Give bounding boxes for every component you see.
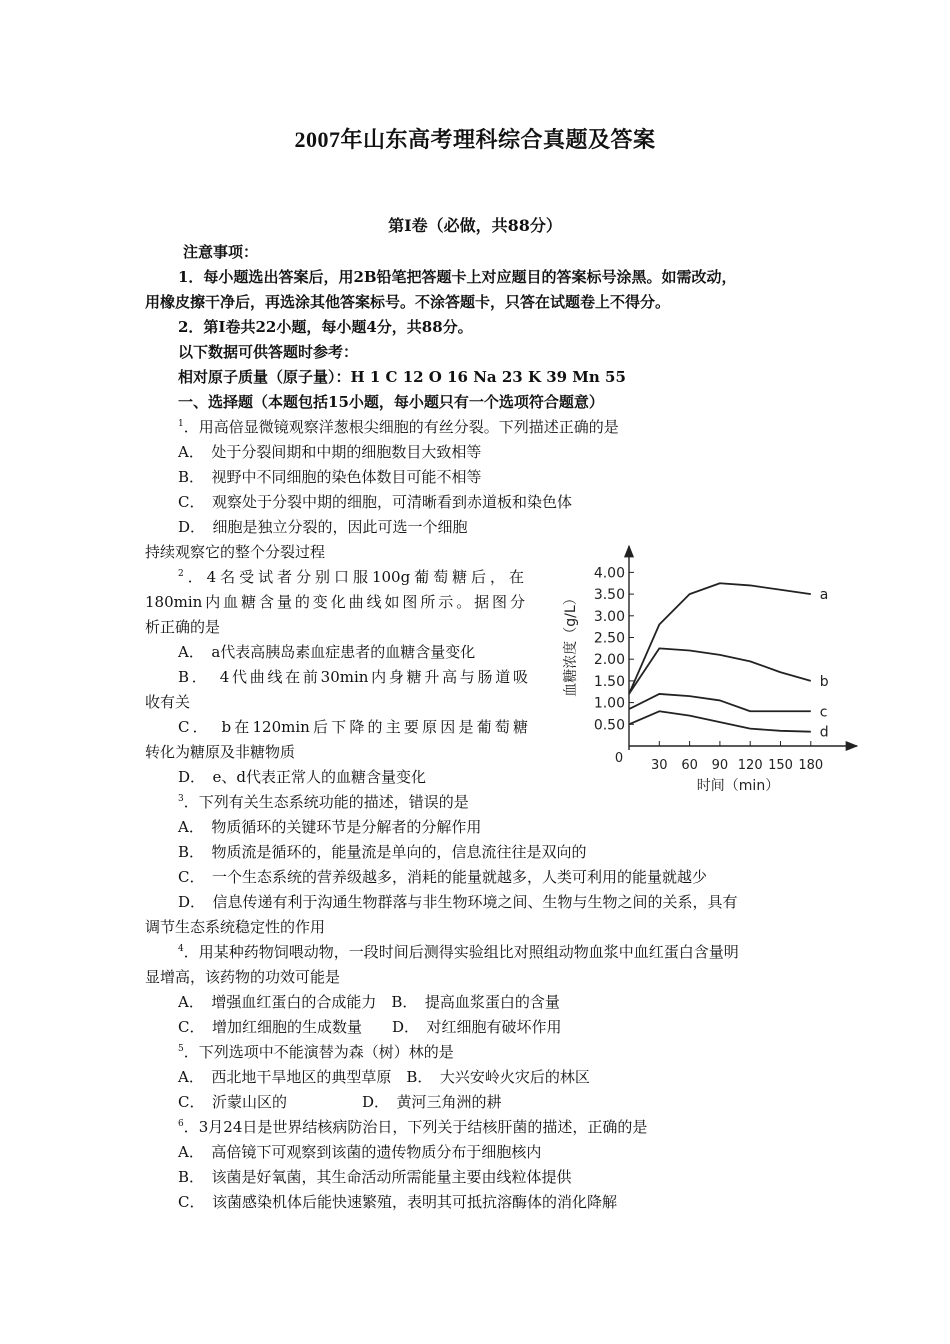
question-2-option-b-line-1: B． 4代曲线在前30min内身糖升高与肠道吸 <box>178 668 528 686</box>
question-1-number: 1 <box>178 419 184 429</box>
question-2-option-d: D． e、d代表正常人的血糖含量变化 <box>178 768 427 786</box>
question-2-option-b-line-2: 收有关 <box>145 693 191 711</box>
question-2-stem-line-3: 析正确的是 <box>145 618 221 636</box>
y-tick-label: 1.00 <box>593 695 625 712</box>
series-label-b: b <box>819 673 829 690</box>
question-3-option-d-line-1: D． 信息传递有利于沟通生物群落与非生物环境之间、生物与生物之间的关系，具有 <box>178 893 738 911</box>
question-2-option-c-line-2: 转化为糖原及非糖物质 <box>145 743 296 761</box>
series-label-d: d <box>819 724 829 741</box>
question-3-number: 3 <box>178 794 184 804</box>
question-1-option-d-line-1: D． 细胞是独立分裂的，因此可选一个细胞 <box>178 518 468 536</box>
x-tick-label: 180 <box>798 758 824 773</box>
x-axis-label: 时间（min） <box>696 778 780 794</box>
question-4-options-cd: C． 增加红细胞的生成数量 D． 对红细胞有破坏作用 <box>178 1018 562 1036</box>
question-1-option-c: C． 观察处于分裂中期的细胞，可清晰看到赤道板和染色体 <box>178 493 572 511</box>
y-tick-label: 4.00 <box>593 565 625 582</box>
x-tick-label: 120 <box>737 758 763 773</box>
question-5-options-ab: A． 西北地干旱地区的典型草原 B． 大兴安岭火灾后的林区 <box>178 1068 590 1086</box>
question-1-option-b: B． 视野中不同细胞的染色体数目可能不相等 <box>178 468 482 486</box>
question-5-options-cd: C． 沂蒙山区的 D． 黄河三角洲的耕 <box>178 1093 502 1111</box>
question-5-stem: $^5$．下列选项中不能演替为森（树）林的是 <box>178 1043 454 1061</box>
series-line-d <box>629 711 811 731</box>
question-1-option-a: A． 处于分裂间期和中期的细胞数目大致相等 <box>178 443 482 461</box>
origin-label: 0 <box>614 751 624 766</box>
x-tick-label: 90 <box>711 758 729 773</box>
section-title: 第Ⅰ卷（必做，共88分） <box>388 216 562 235</box>
reference-heading: 以下数据可供答题时参考： <box>178 343 359 361</box>
question-2-option-c-line-1: C． b在120min后下降的主要原因是葡萄糖 <box>178 718 528 736</box>
question-6-option-b: B． 该菌是好氧菌，其生命活动所需能量主要由线粒体提供 <box>178 1168 572 1186</box>
y-tick-label: 0.50 <box>593 717 625 734</box>
x-tick-label: 150 <box>768 758 793 773</box>
question-5-number: 5 <box>178 1044 184 1054</box>
series-line-c <box>629 694 811 711</box>
y-tick-label: 3.50 <box>593 587 625 604</box>
question-3-option-b: B． 物质流是循环的，能量流是单向的，信息流往往是双向的 <box>178 843 587 861</box>
question-4-stem-line-2: 显增高，该药物的功效可能是 <box>145 968 341 986</box>
question-2-stem-line-2: 180min内血糖含量的变化曲线如图所示。据图分 <box>145 593 525 611</box>
question-6-stem: $^6$．3月24日是世界结核病防治日，下列关于结核肝菌的描述，正确的是 <box>178 1118 648 1136</box>
y-tick-label: 3.00 <box>593 608 625 625</box>
question-2-stem-line-1: $^2$．4名受试者分别口服100g葡萄糖后，在 <box>178 568 524 586</box>
y-tick-label: 2.50 <box>593 630 625 647</box>
question-4-stem-line-1: $^4$．用某种药物饲喂动物，一段时间后测得实验组比对照组动物血浆中血红蛋白含量明 <box>178 943 739 961</box>
x-tick-label: 30 <box>651 758 668 773</box>
question-2-number: 2 <box>178 569 184 579</box>
question-6-option-a: A． 高倍镜下可观察到该菌的遗传物质分布于细胞核内 <box>178 1143 542 1161</box>
note-1-line-1: 1．每小题选出答案后，用2B铅笔把答题卡上对应题目的答案标号涂黑。如需改动， <box>178 268 737 286</box>
question-6-option-c: C． 该菌感染机体后能快速繁殖，表明其可抵抗溶酶体的消化降解 <box>178 1193 617 1211</box>
series-line-b <box>629 648 811 694</box>
question-3-stem: $^3$．下列有关生态系统功能的描述，错误的是 <box>178 793 469 811</box>
series-line-a <box>629 583 811 694</box>
question-3-option-a: A． 物质循环的关键环节是分解者的分解作用 <box>178 818 482 836</box>
page-title: 2007年山东高考理科综合真题及答案 <box>294 127 656 152</box>
series-label-a: a <box>819 587 829 604</box>
question-1-option-d-line-2: 持续观察它的整个分裂过程 <box>145 543 326 561</box>
question-3-option-c: C． 一个生态系统的营养级越多，消耗的能量就越多，人类可利用的能量就越少 <box>178 868 707 886</box>
y-axis-label: 血糖浓度（g/L） <box>563 591 579 697</box>
question-2-option-a: A． a代表高胰岛素血症患者的血糖含量变化 <box>178 643 476 661</box>
question-6-number: 6 <box>178 1119 184 1129</box>
question-1-stem: $^1$．用高倍显微镜观察洋葱根尖细胞的有丝分裂。下列描述正确的是 <box>178 418 619 436</box>
part-one-heading: 一、选择题（本题包括15小题，每小题只有一个选项符合题意） <box>178 393 604 411</box>
x-tick-label: 60 <box>681 758 698 773</box>
series-label-c: c <box>819 704 828 721</box>
question-3-option-d-line-2: 调节生态系统稳定性的作用 <box>145 918 326 936</box>
notes-heading: 注意事项： <box>183 243 259 261</box>
y-tick-label: 1.50 <box>593 673 625 690</box>
question-4-number: 4 <box>178 944 184 954</box>
atomic-masses: 相对原子质量（原子量）：H 1 C 12 O 16 Na 23 K 39 Mn 55 <box>178 368 626 386</box>
y-tick-label: 2.00 <box>593 652 625 669</box>
note-1-line-2: 用橡皮擦干净后，再选涂其他答案标号。不涂答题卡，只答在试题卷上不得分。 <box>145 293 671 311</box>
note-2: 2．第Ⅰ卷共22小题，每小题4分，共88分。 <box>178 318 473 336</box>
blood-glucose-chart <box>553 540 863 802</box>
question-4-options-ab: A． 增强血红蛋白的合成能力 B． 提高血浆蛋白的含量 <box>178 993 560 1011</box>
